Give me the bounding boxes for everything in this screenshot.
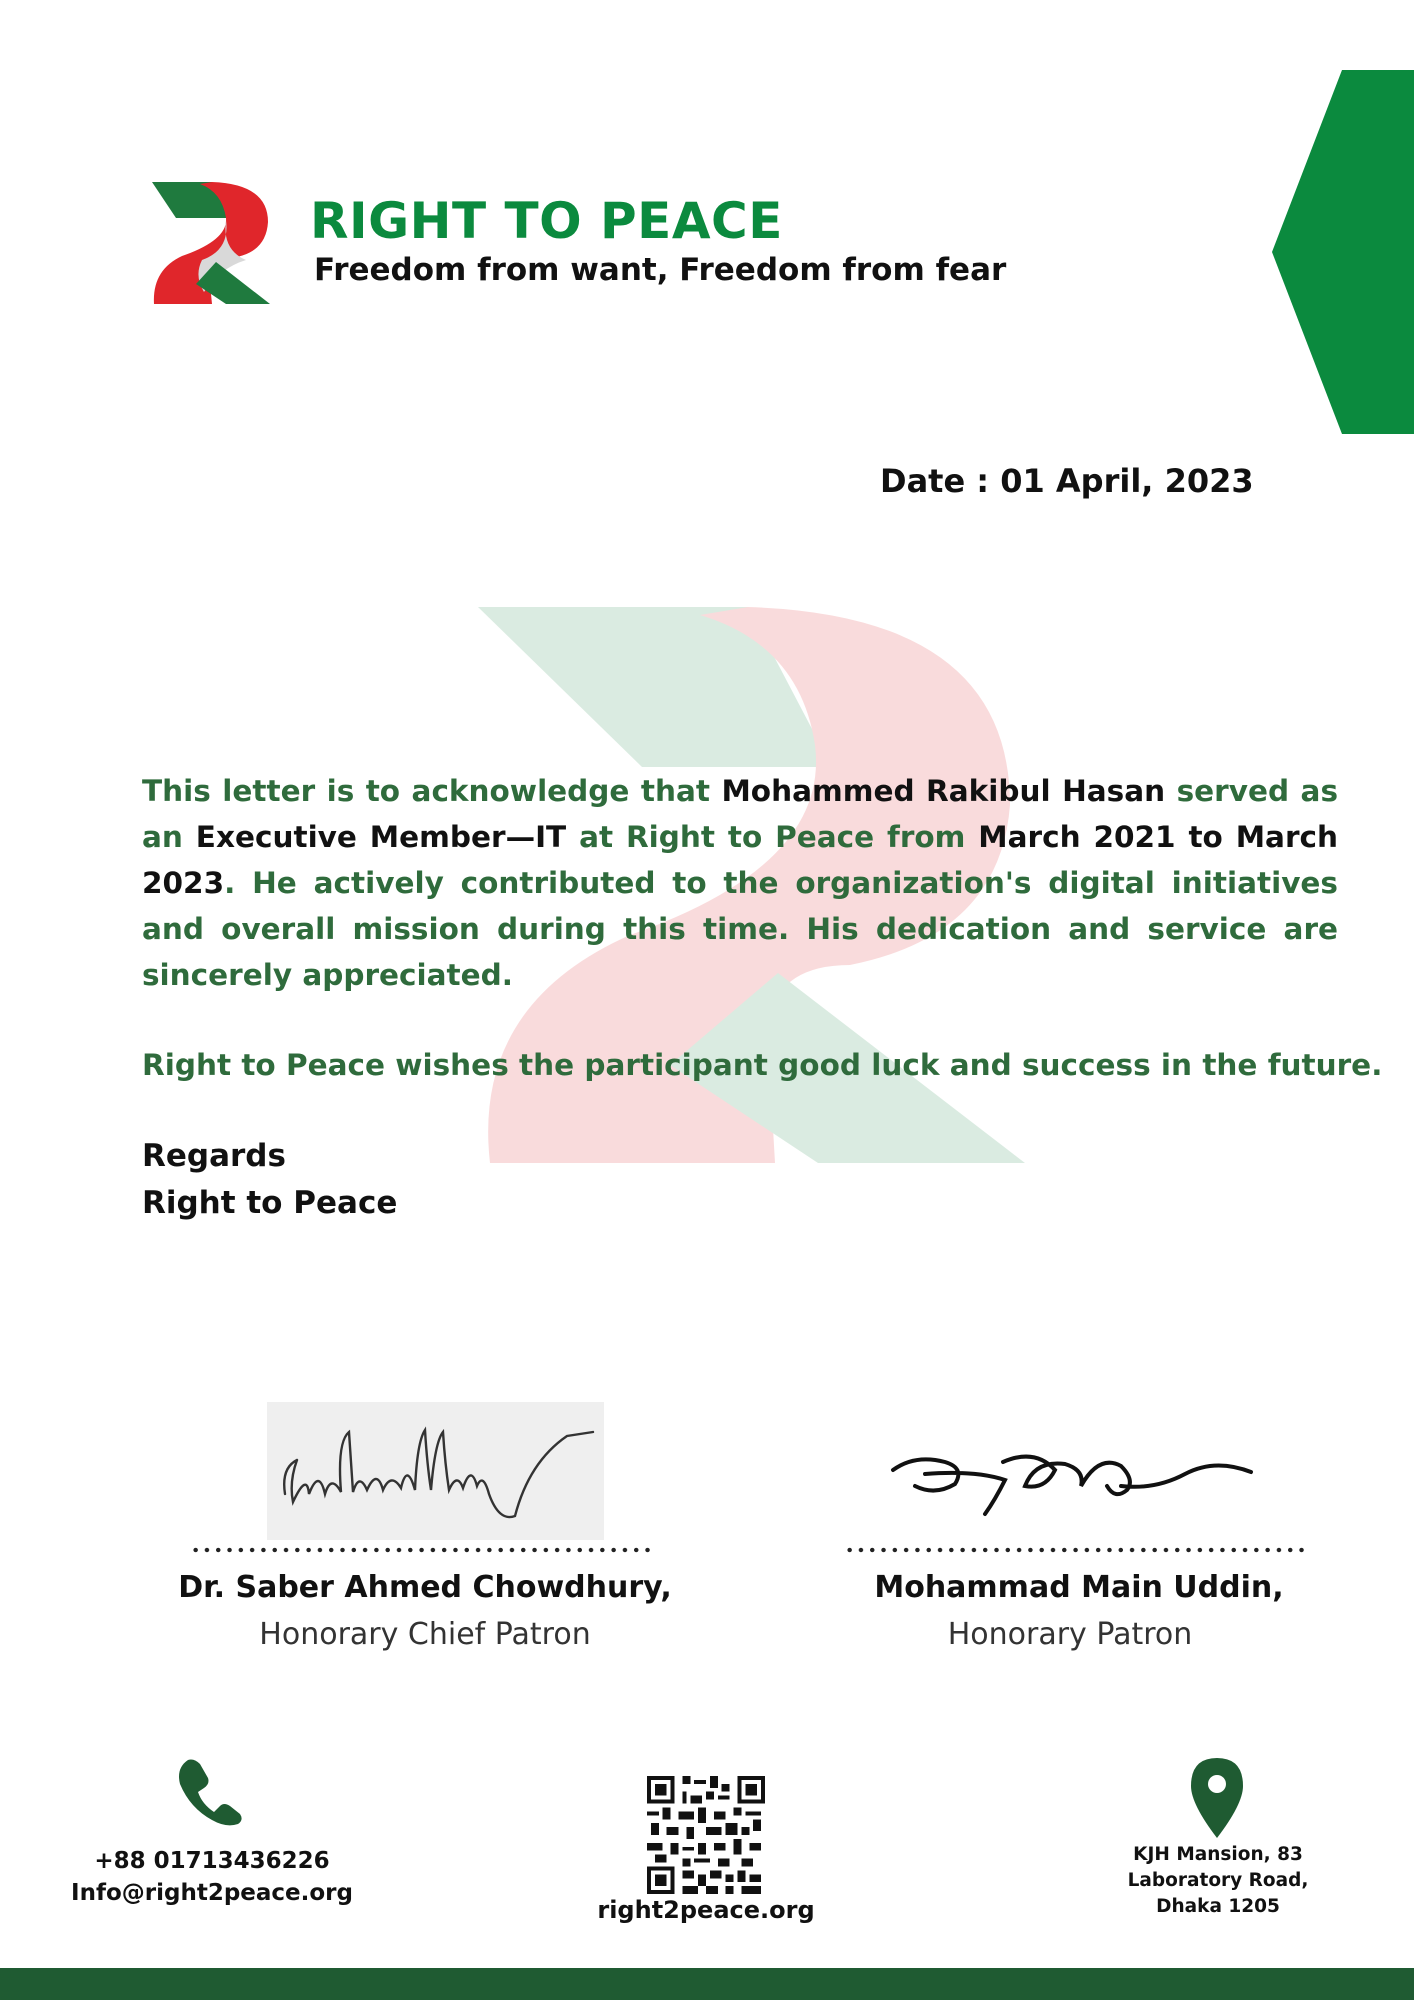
- recipient-role: Executive Member—IT: [195, 820, 567, 854]
- logo-mark: [150, 180, 272, 306]
- recipient-name: Mohammed Rakibul Hasan: [721, 774, 1166, 808]
- signature-line-1: [190, 1546, 656, 1554]
- letter-body: [142, 768, 1338, 998]
- qr-code-icon: [646, 1776, 766, 1894]
- signature-line-2: [844, 1546, 1310, 1554]
- body-text: This letter is to acknowledge that: [142, 774, 722, 808]
- org-name: RIGHT TO PEACE: [310, 192, 783, 250]
- closing-wish: Right to Peace wishes the participant good luck and success in the future.: [142, 1048, 1383, 1082]
- phone-icon: [174, 1756, 244, 1826]
- footer-address-2: Laboratory Road,: [1127, 1870, 1309, 1891]
- footer-email: Info@right2peace.org: [71, 1880, 353, 1906]
- signatory-name-2: Mohammad Main Uddin,: [874, 1570, 1284, 1605]
- footer-phone: +88 01713436226: [94, 1848, 330, 1874]
- signature-image-1: [267, 1402, 604, 1540]
- body-text: served as an: [142, 774, 1338, 854]
- signatory-title-2: Honorary Patron: [947, 1617, 1193, 1652]
- signatory-name-1: Dr. Saber Ahmed Chowdhury,: [178, 1570, 672, 1605]
- signatory-title-1: Honorary Chief Patron: [259, 1617, 591, 1652]
- location-pin-icon: [1189, 1756, 1245, 1840]
- tagline: Freedom from want, Freedom from fear: [314, 252, 1007, 288]
- footer-address-3: Dhaka 1205: [1156, 1896, 1280, 1917]
- signature-image-2: [885, 1440, 1255, 1530]
- footer-address-1: KJH Mansion, 83: [1133, 1844, 1303, 1865]
- corner-decoration: [1270, 68, 1414, 436]
- footer-website: right2peace.org: [597, 1896, 815, 1924]
- regards-text: Regards: [142, 1138, 286, 1174]
- body-text: . He actively contributed to the organization's digital initiatives and overall mission during this time. His dedication and service are sincerely appreciated.: [142, 866, 1338, 992]
- regards-org: Right to Peace: [142, 1185, 398, 1221]
- footer-bar: [0, 1968, 1414, 2000]
- body-text: at Right to Peace from: [566, 820, 979, 854]
- letter-date: Date : 01 April, 2023: [880, 462, 1254, 500]
- service-period: March 2021 to March 2023: [142, 820, 1338, 900]
